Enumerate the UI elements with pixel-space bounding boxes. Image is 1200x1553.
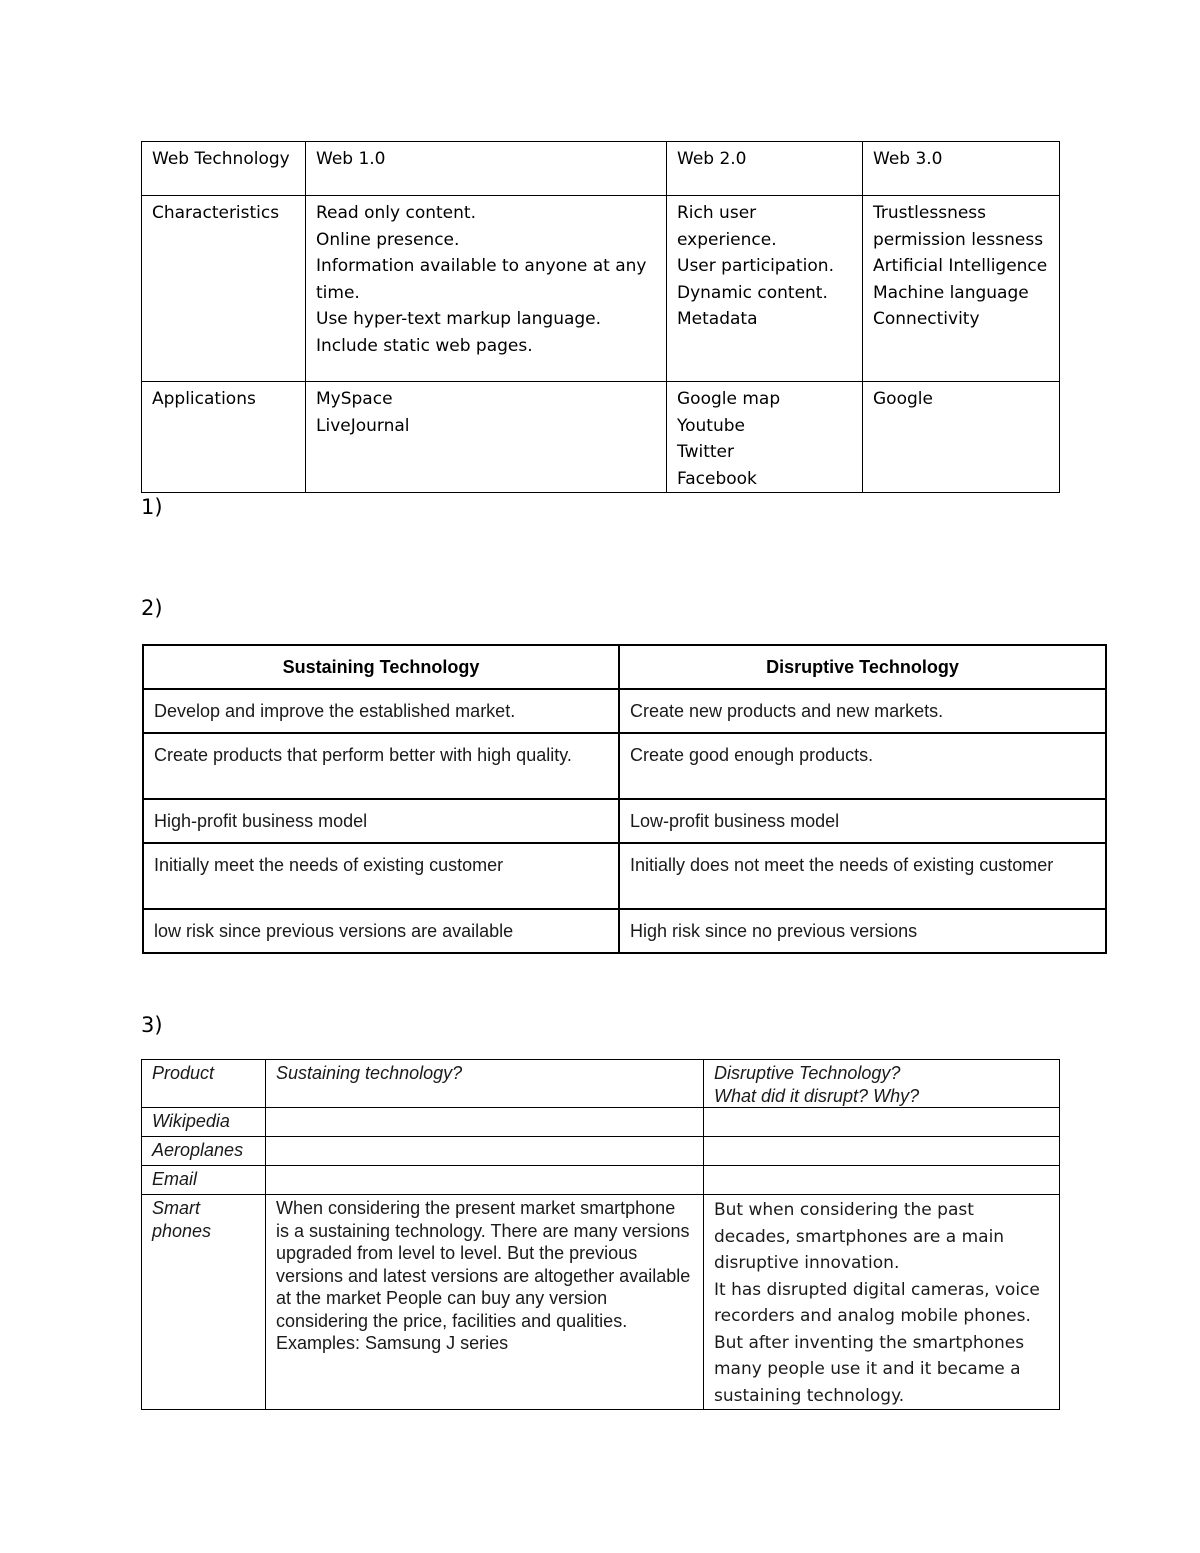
- web-technology-table: [141, 141, 1060, 493]
- cell-line: Google: [873, 389, 933, 409]
- table-cell: [667, 196, 863, 382]
- product-classification-table: [141, 1059, 1060, 1410]
- cell-line: Rich user experience.: [677, 203, 777, 250]
- question-label-2: 2): [141, 596, 163, 620]
- table-cell: [667, 382, 863, 493]
- header-cell: Web 2.0: [667, 142, 863, 196]
- product-cell: Aeroplanes: [142, 1137, 266, 1166]
- table-cell: [863, 196, 1060, 382]
- cell-line: Read only content.: [316, 203, 476, 223]
- cell-line: Google map: [677, 389, 781, 409]
- cell-line: Twitter: [677, 442, 734, 462]
- table-cell: High risk since no previous versions: [619, 909, 1106, 953]
- table-cell: low risk since previous versions are available: [143, 909, 619, 953]
- table-row: [143, 689, 1106, 733]
- cell-line: MySpace: [316, 389, 393, 409]
- question-label-1: 1): [141, 495, 163, 519]
- table-header-row: [143, 645, 1106, 689]
- header-cell: Sustaining Technology: [143, 645, 619, 689]
- cell-line: User participation.: [677, 256, 834, 276]
- table-row: [142, 196, 1060, 382]
- table-cell: When considering the present market smartphone is a sustaining technology. There are many versions upgraded from level to level. But the previous versions and latest versions are altogether available at the market People can buy any version considering the price, facilities and qualities. Examples: Samsung J series: [266, 1195, 704, 1410]
- cell-line: Include static web pages.: [316, 335, 533, 356]
- cell-line: Youtube: [677, 415, 745, 436]
- table-header-row: [142, 1060, 1060, 1108]
- cell-line: permission lessness: [873, 229, 1044, 250]
- table-cell: High-profit business model: [143, 799, 619, 843]
- header-cell: Web Technology: [142, 142, 306, 196]
- table-row: [142, 1195, 1060, 1410]
- table-cell: [266, 1137, 704, 1166]
- table-cell: Initially does not meet the needs of existing customer: [619, 843, 1106, 909]
- row-label: Applications: [142, 382, 306, 493]
- table-row: [143, 733, 1106, 799]
- table-row: [142, 382, 1060, 493]
- header-cell: Web 3.0: [863, 142, 1060, 196]
- cell-line: Connectivity: [873, 309, 980, 329]
- table-cell: [704, 1108, 1060, 1137]
- table-row: [142, 1108, 1060, 1137]
- table-row: [142, 142, 1060, 196]
- cell-line: Artificial Intelligence: [873, 256, 1048, 276]
- table-row: [143, 843, 1106, 909]
- header-cell: Product: [142, 1060, 266, 1108]
- cell-line: LiveJournal: [316, 415, 410, 436]
- table-cell: [704, 1166, 1060, 1195]
- cell-line: Machine language: [873, 282, 1029, 303]
- table-cell: Create good enough products.: [619, 733, 1106, 799]
- cell-line: Facebook: [677, 468, 757, 489]
- cell-line: It has disrupted digital cameras, voice recorders and analog mobile phones.: [714, 1279, 1040, 1326]
- table-cell: Initially meet the needs of existing customer: [143, 843, 619, 909]
- row-label: Characteristics: [142, 196, 306, 382]
- cell-line: But when considering the past decades, smartphones are a main disruptive innovation.: [714, 1200, 1005, 1273]
- product-cell: Email: [142, 1166, 266, 1195]
- table-cell: [266, 1108, 704, 1137]
- table-cell: Low-profit business model: [619, 799, 1106, 843]
- table-row: [143, 909, 1106, 953]
- table-cell: [266, 1166, 704, 1195]
- header-cell: Sustaining technology?: [266, 1060, 704, 1108]
- table-cell: [306, 196, 667, 382]
- header-cell: Disruptive Technology: [619, 645, 1106, 689]
- product-cell: Wikipedia: [142, 1108, 266, 1137]
- table-cell: Create products that perform better with high quality.: [143, 733, 619, 799]
- header-cell: [704, 1060, 1060, 1108]
- table-row: [142, 1166, 1060, 1195]
- question-label-3: 3): [141, 1013, 163, 1037]
- table-cell: [863, 382, 1060, 493]
- table-row: [143, 799, 1106, 843]
- header-line: What did it disrupt? Why?: [714, 1085, 920, 1106]
- cell-line: Trustlessness: [873, 203, 987, 223]
- product-cell: Smart phones: [142, 1195, 266, 1410]
- cell-line: Use hyper-text markup language.: [316, 309, 602, 329]
- header-cell: Web 1.0: [306, 142, 667, 196]
- header-line: Disruptive Technology?: [714, 1063, 901, 1083]
- table-row: [142, 1137, 1060, 1166]
- table-cell: [306, 382, 667, 493]
- cell-line: Metadata: [677, 309, 758, 329]
- cell-line: Online presence.: [316, 229, 460, 250]
- table-cell: Develop and improve the established market.: [143, 689, 619, 733]
- cell-line: Dynamic content.: [677, 282, 828, 303]
- table-cell: [704, 1137, 1060, 1166]
- cell-line: But after inventing the smartphones many people use it and it became a sustaining technology.: [714, 1332, 1025, 1406]
- table-cell: [704, 1195, 1060, 1410]
- cell-line: Information available to anyone at any time.: [316, 256, 647, 303]
- technology-comparison-table: [142, 644, 1107, 954]
- table-cell: Create new products and new markets.: [619, 689, 1106, 733]
